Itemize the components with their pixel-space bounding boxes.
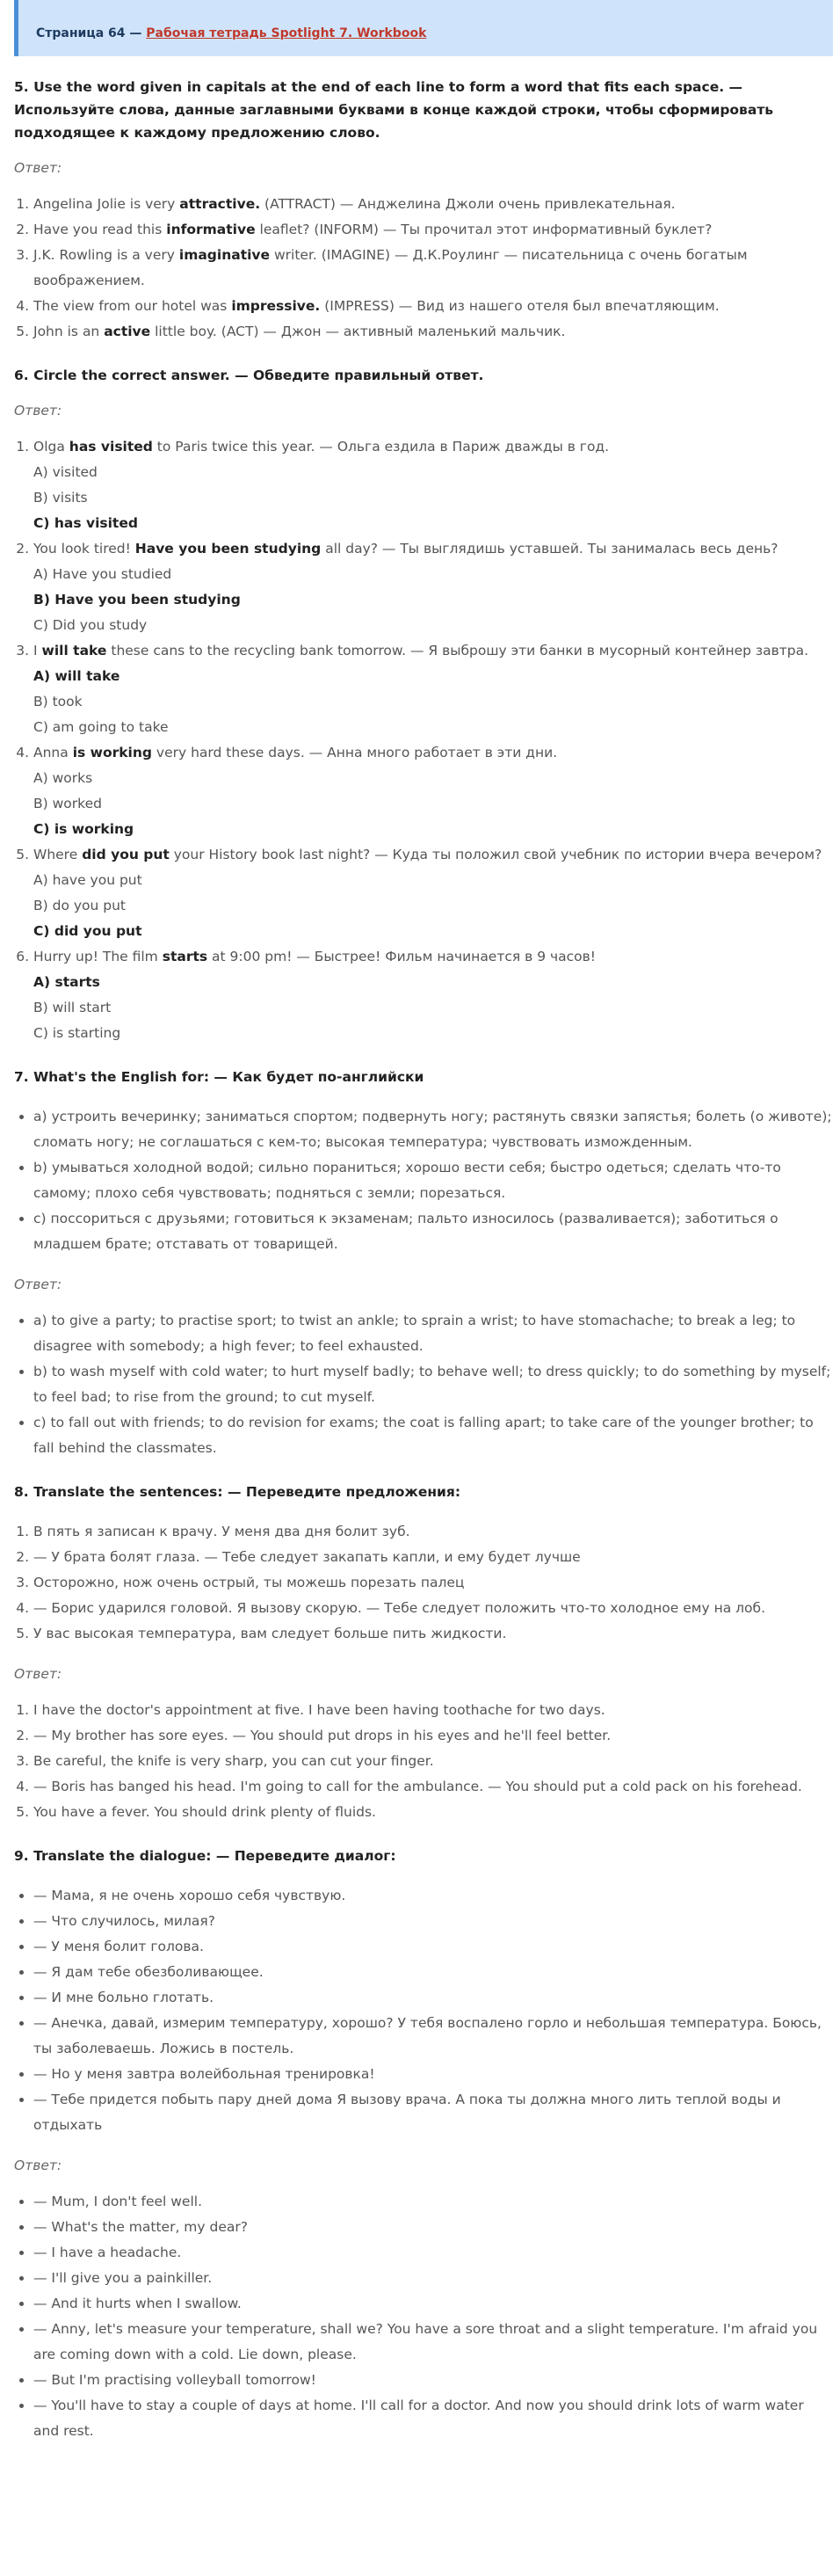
list-item: • — Мама, я не очень хорошо себя чувствую. (33, 1883, 833, 1909)
list-item: 2. You look tired! Have you been studying all day? — Ты выглядишь уставшей. Ты занималась весь день? A) Have you studied B) Have you been studying C) Did you study (33, 536, 833, 638)
answer-label: Ответ: (14, 403, 62, 418)
option-correct: A) starts (33, 974, 100, 990)
option: A) works (33, 770, 93, 786)
list-item: • a) устроить вечеринку; заниматься спортом; подвернуть ногу; растянуть связки запястья; болеть (о животе); сломать ногу; не соглашаться с кем-то; высокая температура; чувствовать изможденным. (33, 1104, 833, 1155)
option: A) visited (33, 464, 98, 480)
list-item: 4. — Борис ударился головой. Я вызову скорую. — Тебе следует положить что-то холодное ему на лоб. (33, 1596, 833, 1621)
list-item: • — И мне больно глотать. (33, 1985, 833, 2011)
exercise-8 (14, 1481, 833, 1825)
list-item: • — You'll have to stay a couple of days at home. I'll call for a doctor. And now you should drink lots of warm water and rest. (33, 2393, 833, 2444)
list-item: • c) поссориться с друзьями; готовиться к экзаменам; пальто износилось (разваливается); заботиться о младшем брате; отставать от товарищей. (33, 1206, 833, 1257)
list-item: 6. Hurry up! The film starts at 9:00 pm! — Быстрее! Фильм начинается в 9 часов! A) starts B) will start C) is starting (33, 944, 833, 1046)
list-item: • b) to wash myself with cold water; to hurt myself badly; to behave well; to dress quickly; to do something by myself; to feel bad; to rise from the ground; to cut myself. (33, 1359, 833, 1410)
list-item: • — I'll give you a painkiller. (33, 2266, 833, 2291)
option: B) took (33, 694, 83, 709)
exercise-5-title: 5. Use the word given in capitals at the end of each line to form a word that fits each space. — Используйте слова, данные заглавными буквами в конце каждой строки, чтобы сформировать подходящее к каждому предложению слово. (14, 79, 774, 141)
list-item: • — Mum, I don't feel well. (33, 2189, 833, 2215)
list-item: 2. — My brother has sore eyes. — You should put drops in his eyes and he'll feel better. (33, 1723, 833, 1749)
list-item: 1. В пять я записан к врачу. У меня два дня болит зуб. (33, 1519, 833, 1545)
option-correct: B) Have you been studying (33, 592, 241, 608)
option-correct: A) will take (33, 668, 120, 684)
list-item: • — What's the matter, my dear? (33, 2215, 833, 2240)
exercise-7-answers (14, 1308, 833, 1461)
answer-label: Ответ: (14, 2158, 62, 2173)
page-banner (14, 0, 833, 56)
option: B) do you put (33, 898, 127, 913)
list-item: 5. Where did you put your History book last night? — Куда ты положил свой учебник по истории вчера вечером? A) have you put B) do you put C) did you put (33, 842, 833, 944)
list-item: • — And it hurts when I swallow. (33, 2291, 833, 2317)
list-item: 3. J.K. Rowling is a very imaginative writer. (IMAGINE) — Д.К.Роулинг — писательница с очень богатым воображением. (33, 243, 833, 294)
list-item: • — Я дам тебе обезболивающее. (33, 1960, 833, 1985)
exercise-6 (14, 364, 833, 1046)
list-item: • — У меня болит голова. (33, 1934, 833, 1960)
list-item: 5. You have a fever. You should drink plenty of fluids. (33, 1800, 833, 1825)
list-item: • — I have a headache. (33, 2240, 833, 2266)
banner-prefix: Страница 64 — (36, 26, 147, 40)
exercise-7-questions (14, 1104, 833, 1257)
list-item: • b) умываться холодной водой; сильно пораниться; хорошо вести себя; быстро одеться; сделать что-то самому; плохо себя чувствовать; подняться с земли; порезаться. (33, 1155, 833, 1206)
option-correct: C) is working (33, 821, 134, 837)
option: C) is starting (33, 1025, 121, 1041)
option: C) Did you study (33, 617, 148, 633)
list-item: 4. Anna is working very hard these days. — Анна много работает в эти дни. A) works B) worked C) is working (33, 740, 833, 842)
list-item: • c) to fall out with friends; to do revision for exams; the coat is falling apart; to take care of the younger brother; to fall behind the classmates. (33, 1410, 833, 1461)
list-item: 1. Angelina Jolie is very attractive. (ATTRACT) — Анджелина Джоли очень привлекательная. (33, 192, 833, 217)
exercise-6-title: 6. Circle the correct answer. — Обведите правильный ответ. (14, 367, 484, 383)
exercise-9 (14, 1845, 833, 2444)
list-item: • — Anny, let's measure your temperature, shall we? You have a sore throat and a slight temperature. I'm afraid you are coming down with a cold. Lie down, please. (33, 2317, 833, 2368)
exercise-7 (14, 1066, 833, 1461)
exercise-8-answers (14, 1698, 833, 1825)
exercise-9-questions (14, 1883, 833, 2138)
list-item: 1. Olga has visited to Paris twice this year. — Ольга ездила в Париж дважды в год. A) visited B) visits C) has visited (33, 434, 833, 536)
list-item: 2. — У брата болят глаза. — Тебе следует закапать капли, и ему будет лучше (33, 1545, 833, 1570)
option-correct: C) has visited (33, 515, 138, 531)
exercise-9-title: 9. Translate the dialogue: — Переведите диалог: (14, 1848, 396, 1864)
list-item: • — But I'm practising volleyball tomorrow! (33, 2368, 833, 2393)
answer-label: Ответ: (14, 1277, 62, 1292)
list-item: • — Но у меня завтра волейбольная тренировка! (33, 2062, 833, 2087)
option: B) visits (33, 490, 88, 506)
option: A) Have you studied (33, 566, 172, 582)
option: B) will start (33, 1000, 112, 1015)
exercise-5 (14, 76, 833, 345)
workbook-link[interactable]: Рабочая тетрадь Spotlight 7. Workbook (146, 26, 427, 40)
list-item: • — Тебе придется побыть пару дней дома Я вызову врача. А пока ты должна много лить теплой воды и отдыхать (33, 2087, 833, 2138)
list-item: 4. The view from our hotel was impressive. (IMPRESS) — Вид из нашего отеля был впечатляющим. (33, 294, 833, 319)
list-item: 3. Осторожно, нож очень острый, ты можешь порезать палец (33, 1570, 833, 1596)
option: C) am going to take (33, 719, 169, 735)
list-item: 5. У вас высокая температура, вам следует больше пить жидкости. (33, 1621, 833, 1647)
option: B) worked (33, 796, 102, 811)
exercise-8-title: 8. Translate the sentences: — Переведите предложения: (14, 1484, 461, 1500)
option: A) have you put (33, 872, 142, 888)
list-item: 2. Have you read this informative leaflet? (INFORM) — Ты прочитал этот информативный буклет? (33, 217, 833, 243)
exercise-5-answers (14, 192, 833, 345)
exercise-9-answers (14, 2189, 833, 2444)
exercise-8-questions (14, 1519, 833, 1647)
list-item: 3. I will take these cans to the recycling bank tomorrow. — Я выброшу эти банки в мусорный контейнер завтра. A) will take B) took C) am going to take (33, 638, 833, 740)
list-item: • — Анечка, давай, измерим температуру, хорошо? У тебя воспалено горло и небольшая температура. Боюсь, ты заболеваешь. Ложись в постель. (33, 2011, 833, 2062)
list-item: 5. John is an active little boy. (ACT) — Джон — активный маленький мальчик. (33, 319, 833, 345)
answer-label: Ответ: (14, 160, 62, 176)
option-correct: C) did you put (33, 923, 142, 939)
list-item: 4. — Boris has banged his head. I'm going to call for the ambulance. — You should put a cold pack on his forehead. (33, 1774, 833, 1800)
exercise-6-answers (14, 434, 833, 1046)
exercise-7-title: 7. What's the English for: — Как будет по-английски (14, 1069, 424, 1085)
list-item: • — Что случилось, милая? (33, 1909, 833, 1934)
list-item: 3. Be careful, the knife is very sharp, you can cut your finger. (33, 1749, 833, 1774)
list-item: • a) to give a party; to practise sport; to twist an ankle; to sprain a wrist; to have stomachache; to break a leg; to disagree with somebody; a high fever; to feel exhausted. (33, 1308, 833, 1359)
list-item: 1. I have the doctor's appointment at five. I have been having toothache for two days. (33, 1698, 833, 1723)
answer-label: Ответ: (14, 1666, 62, 1682)
